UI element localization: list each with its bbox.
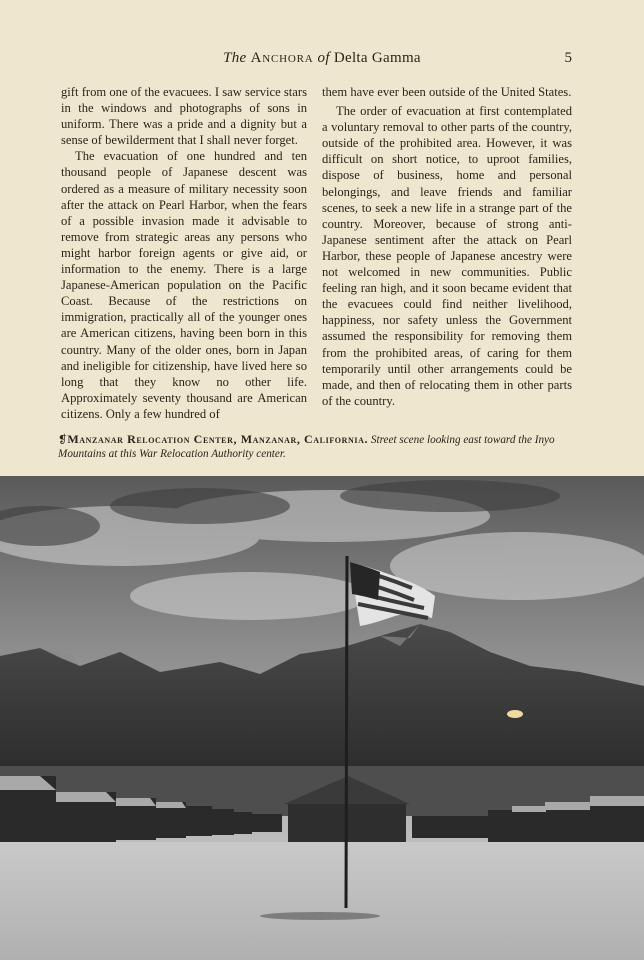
caption-description: Street scene looking east toward the Inyo Mountains at this War Relocation Authority center.: [58, 434, 555, 460]
right-column: [322, 84, 572, 409]
page-number: 5: [564, 50, 572, 66]
caption-mark: ❡: [58, 434, 68, 446]
photo-caption: [58, 432, 578, 461]
running-header: [0, 50, 644, 72]
left-paragraph-1: gift from one of the evacuees. I saw service stars in the windows and photographs of sons in uniform. There was a pride and a dignity but a sense of bewilderment that I shall never forget.: [61, 85, 307, 148]
left-column: [61, 84, 307, 422]
caption-place: Manzanar Relocation Center, Manzanar, California.: [67, 432, 369, 446]
right-paragraph-2: The order of evacuation at first contemplated a voluntary removal to other parts of the country, outside of the prohibited area. However, it was difficult on short notice, to uproot families, dispose of business, home and personal belongings, and leave friends and familiar scenes, to seek a new life in a strange part of the country. Moreover, because of strong anti-Japanese sentiment after the attack on Pearl Harbor, these people of Japanese ancestry were not welcomed in new communities. Public feeling ran high, and it soon became evident that the evacuees could find neither livelihood, happiness, nor safety unless the Government assumed the responsibility for removing them from the prohibited areas, of caring for them temporarily until other arrangements could be made, and then of relocating them in other parts of the country.: [322, 104, 572, 408]
manzanar-photograph: [0, 476, 644, 960]
journal-title: [0, 50, 644, 67]
title-org: Delta Gamma: [333, 50, 421, 66]
title-the: The: [223, 50, 247, 66]
left-paragraph-2: The evacuation of one hundred and ten thousand people of Japanese descent was ordered as a measure of military necessity soon after the attack on Pearl Harbor, when the fears of a possible invasion made it advisable to remove from strategic areas any persons who might harbor foreign agents or give aid, or information to the enemy. There is a large Japanese-American population on the Pacific Coast. Because of the restrictions on immigration, practically all of the younger ones are American citizens, having been born in this country. Many of the older ones, born in Japan and ineligible for citizenship, have lived here so long that they know no other life. Approximately seventy thousand are American citizens. Only a few hundred of: [61, 149, 307, 421]
title-of: of: [317, 50, 330, 66]
right-paragraph-1: them have ever been outside of the United States.: [322, 85, 572, 99]
title-anchora: Anchora: [250, 50, 314, 66]
flagpole: [346, 556, 347, 908]
